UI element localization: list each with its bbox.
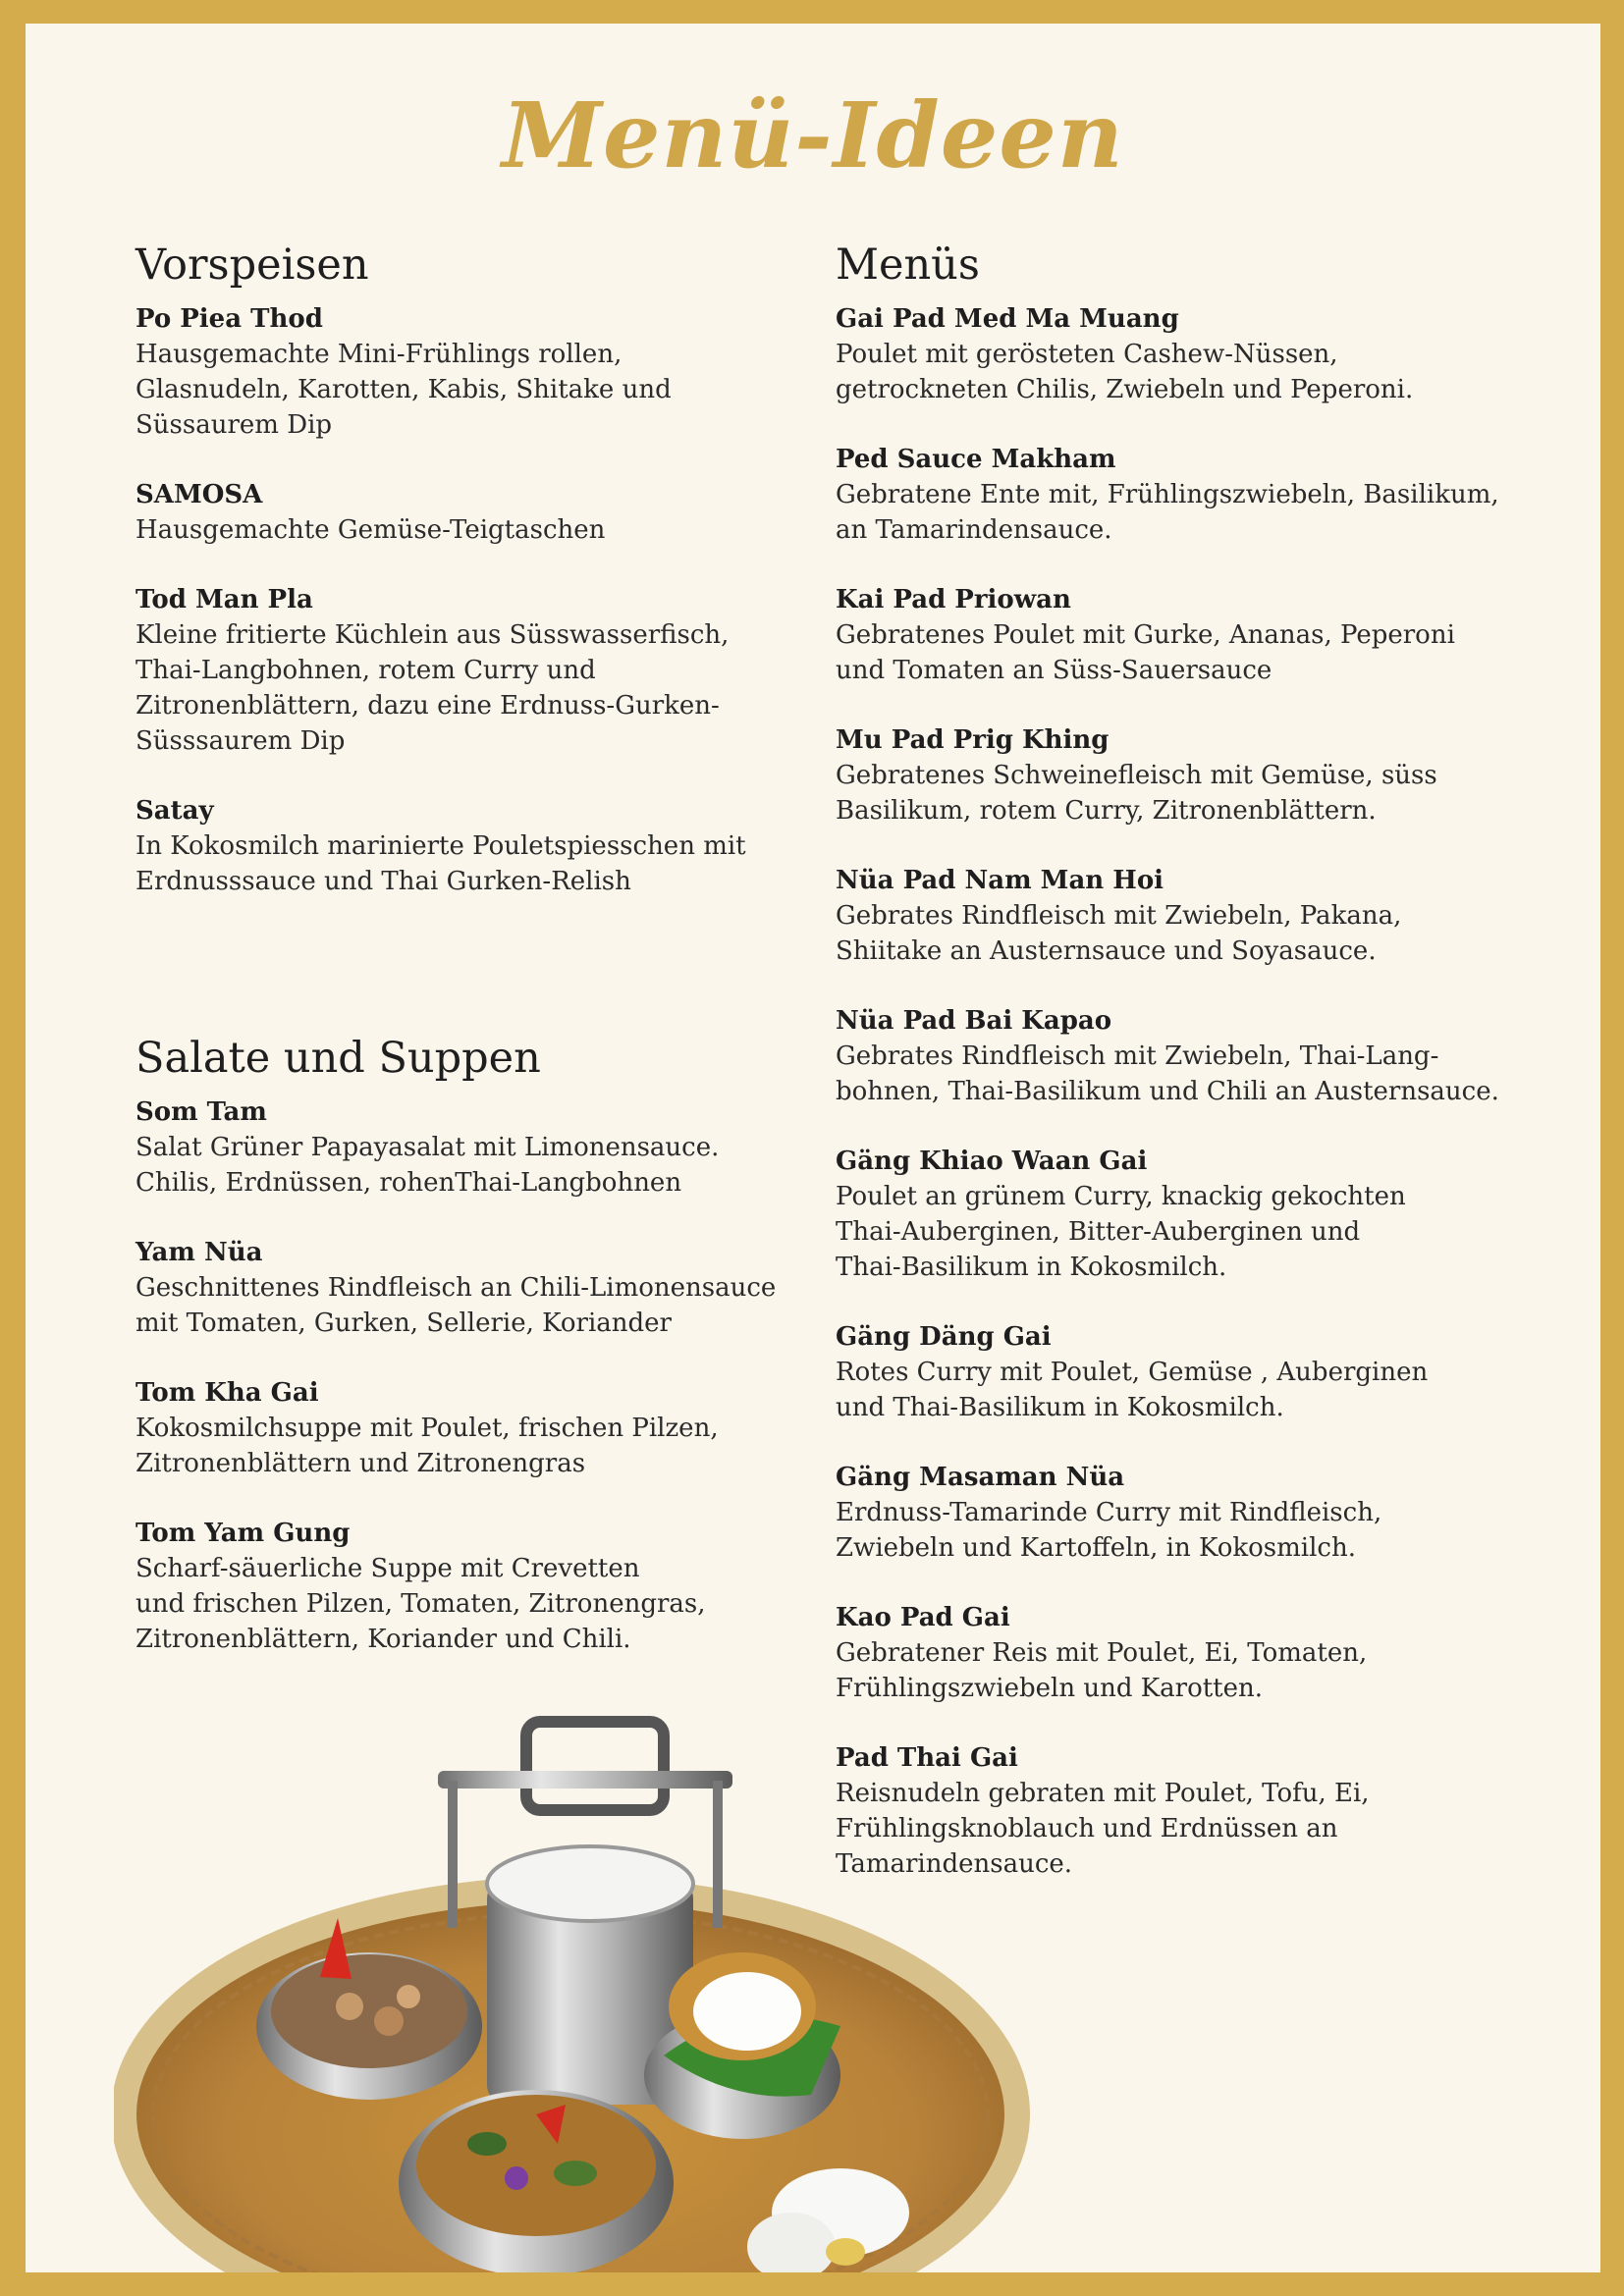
- section-title: Menüs: [836, 240, 980, 290]
- menu-item-description: Gebrates Rindfleisch mit Zwiebeln, Pakana, Shiitake an Austernsauce und Soyasauce.: [836, 901, 1402, 967]
- menu-item: [836, 1144, 1543, 1285]
- menu-item-name: Nüa Pad Bai Kapao: [836, 1006, 1112, 1037]
- menu-item-description: Reisnudeln gebraten mit Poulet, Tofu, Ei, Frühlingsknoblauch und Erdnüssen an Tamarindensauce.: [836, 1779, 1370, 1880]
- menu-item-description: Salat Grüner Papayasalat mit Limonensauce. Chilis, Erdnüssen, rohenThai-Langbohnen: [135, 1133, 720, 1199]
- menu-item-name: Po Piea Thod: [135, 304, 323, 335]
- menu-item-description: Rotes Curry mit Poulet, Gemüse , Auberginen und Thai-Basilikum in Kokosmilch.: [836, 1358, 1429, 1423]
- menu-item: [135, 1095, 823, 1201]
- menu-item-name: Som Tam: [135, 1097, 267, 1128]
- menu-item-description: Gebratener Reis mit Poulet, Ei, Tomaten, Frühlingszwiebeln und Karotten.: [836, 1638, 1368, 1704]
- menu-item-name: Kao Pad Gai: [836, 1603, 1010, 1633]
- menu-item: [135, 1235, 823, 1341]
- page-title: Menü-Ideen: [502, 82, 1124, 188]
- menu-item-name: Ped Sauce Makham: [836, 445, 1116, 475]
- menu-item: [836, 301, 1543, 407]
- menu-item-description: Poulet an grünem Curry, knackig gekochten Thai-Auberginen, Bitter-Auberginen und Thai-Basilikum in Kokosmilch.: [836, 1182, 1406, 1283]
- menu-item: [836, 1003, 1543, 1109]
- menu-item-name: Kai Pad Priowan: [836, 585, 1071, 615]
- menu-item-description: Erdnuss-Tamarinde Curry mit Rindfleisch, Zwiebeln und Kartoffeln, in Kokosmilch.: [836, 1498, 1382, 1564]
- menu-item: [135, 301, 823, 443]
- menu-item: [135, 1516, 823, 1657]
- menu-item: [135, 793, 823, 899]
- menu-item-description: Gebrates Rindfleisch mit Zwiebeln, Thai-Lang- bohnen, Thai-Basilikum und Chili an Austernsauce.: [836, 1041, 1499, 1107]
- section-title: Salate und Suppen: [135, 1034, 541, 1083]
- menu-item-name: Gäng Masaman Nüa: [836, 1463, 1125, 1493]
- menu-item-name: Pad Thai Gai: [836, 1743, 1018, 1774]
- menu-item: [135, 1375, 823, 1481]
- menu-item: [836, 582, 1543, 688]
- menu-item-description: Hausgemachte Mini-Frühlings rollen, Glasnudeln, Karotten, Kabis, Shitake und Süssaurem Dip: [135, 340, 672, 441]
- menu-item-name: Tom Yam Gung: [135, 1519, 351, 1549]
- menu-page: [26, 24, 1600, 2272]
- menu-item: [836, 1319, 1543, 1425]
- section-menus: [836, 241, 1543, 1916]
- menu-item-description: Gebratenes Schweinefleisch mit Gemüse, süss Basilikum, rotem Curry, Zitronenblättern.: [836, 761, 1437, 827]
- menu-item-name: Yam Nüa: [135, 1238, 263, 1268]
- menu-item-name: Mu Pad Prig Khing: [836, 725, 1110, 756]
- food-photo: [114, 1682, 1037, 2272]
- menu-item-name: Nüa Pad Nam Man Hoi: [836, 866, 1164, 896]
- menu-item: [836, 1460, 1543, 1566]
- menu-item-description: Kokosmilchsuppe mit Poulet, frischen Pilzen, Zitronenblättern und Zitronengras: [135, 1414, 719, 1479]
- section-salate-und-suppen: [135, 1035, 823, 1691]
- menu-item-description: Gebratenes Poulet mit Gurke, Ananas, Peperoni und Tomaten an Süss-Sauersauce: [836, 620, 1455, 686]
- menu-item-name: Satay: [135, 796, 214, 827]
- menu-item: [135, 477, 823, 548]
- menu-item-name: Gäng Khiao Waan Gai: [836, 1147, 1148, 1177]
- menu-item-description: Poulet mit gerösteten Cashew-Nüssen, getrockneten Chilis, Zwiebeln und Peperoni.: [836, 340, 1414, 405]
- section-title: Vorspeisen: [135, 240, 369, 290]
- menu-item: [836, 442, 1543, 548]
- menu-item: [135, 582, 823, 759]
- menu-item-name: Tod Man Pla: [135, 585, 313, 615]
- menu-item: [836, 863, 1543, 969]
- menu-item-description: Hausgemachte Gemüse-Teigtaschen: [135, 515, 606, 546]
- menu-item: [836, 722, 1543, 828]
- menu-item-description: Geschnittenes Rindfleisch an Chili-Limonensauce mit Tomaten, Gurken, Sellerie, Koriander: [135, 1273, 777, 1339]
- menu-item-description: Gebratene Ente mit, Frühlingszwiebeln, Basilikum, an Tamarindensauce.: [836, 480, 1499, 546]
- menu-item-name: Tom Kha Gai: [135, 1378, 319, 1409]
- menu-item-name: Gai Pad Med Ma Muang: [836, 304, 1179, 335]
- menu-item-name: Gäng Däng Gai: [836, 1322, 1052, 1353]
- menu-item-description: Kleine fritierte Küchlein aus Süsswasserfisch, Thai-Langbohnen, rotem Curry und Zitronenblättern, dazu eine Erdnuss-Gurken- Süsssaurem Dip: [135, 620, 730, 757]
- menu-item-description: Scharf-säuerliche Suppe mit Crevetten und frischen Pilzen, Tomaten, Zitronengras, Zitronenblättern, Koriander und Chili.: [135, 1554, 706, 1655]
- section-vorspeisen: [135, 241, 823, 934]
- menu-item-name: SAMOSA: [135, 480, 263, 510]
- menu-item-description: In Kokosmilch marinierte Pouletspiesschen mit Erdnusssauce und Thai Gurken-Relish: [135, 831, 746, 897]
